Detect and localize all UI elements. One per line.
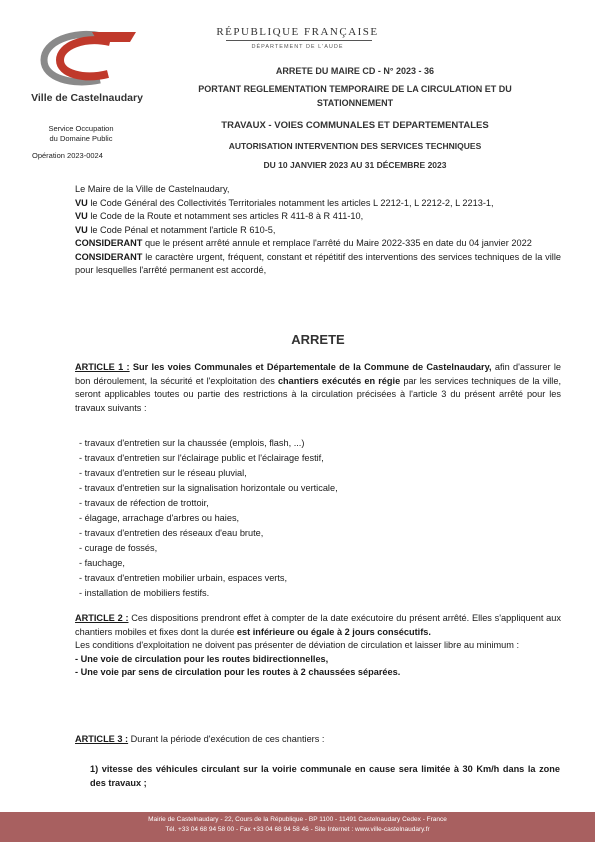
list-item: - travaux d'entretien mobilier urbain, espaces verts,	[79, 573, 288, 583]
subject-line2: STATIONNEMENT	[316, 98, 394, 108]
article-1-text-2: par les services techniques de la ville, seront applicables toutes ou partie des restrictions à la circulation précisées à l'article 3 du présent arrêté pour les travaux suivants :	[75, 375, 561, 413]
vu-text: le Code Pénal et notamment l'article R 610-5,	[87, 224, 276, 235]
arrete-subject	[160, 82, 550, 110]
vu-label: VU	[75, 224, 88, 235]
list-item: - travaux d'entretien sur l'éclairage public et l'éclairage festif,	[79, 453, 324, 463]
article-1-bold: Sur les voies Communales et Départementale de la Commune de Castelnaudary,	[129, 362, 492, 372]
considerant-1	[75, 237, 561, 251]
list-item: - travaux d'entretien sur le réseau pluvial,	[79, 468, 247, 478]
service-line1: Service Occupation	[48, 124, 114, 133]
vu-text: le Code Général des Collectivités Territoriales notamment les articles L 2212-1, L 2212-2, L 2213-1,	[87, 197, 494, 208]
list-item: - fauchage,	[79, 558, 125, 568]
operation-number: Opération 2023-0024	[32, 151, 103, 160]
works-list	[79, 436, 559, 601]
article-2-para	[75, 612, 561, 639]
considerant-text: que le présent arrêté annule et remplace l'arrêté du Maire 2022-335 en date du 04 janvier 2022	[142, 238, 532, 248]
vu-3	[75, 224, 561, 238]
article-2	[75, 612, 561, 680]
article-1-label: ARTICLE 1 :	[75, 362, 130, 372]
article-3	[75, 733, 561, 747]
list-item: - travaux d'entretien sur la signalisation horizontale ou verticale,	[79, 483, 338, 493]
authorization-heading: AUTORISATION INTERVENTION DES SERVICES TECHNIQUES	[228, 141, 482, 151]
considerant-text: le caractère urgent, fréquent, constant et répétitif des interventions des services techniques de la ville pour lesquelles l'arrêté permanent est accordé,	[75, 251, 561, 275]
vu-1	[75, 197, 561, 211]
article-1	[75, 361, 561, 415]
list-item: - installation de mobiliers festifs.	[79, 588, 210, 598]
departement-heading: DÉPARTEMENT DE L'AUDE	[251, 44, 344, 50]
vu-text: le Code de la Route et notamment ses articles R 411-8 à R 411-10,	[87, 211, 364, 221]
considerant-label: CONSIDERANT	[75, 238, 143, 248]
works-heading: TRAVAUX - VOIES COMMUNALES ET DEPARTEMENTALES	[221, 120, 489, 131]
heading-divider	[226, 40, 372, 41]
article-3-text: Durant la période d'exécution de ces chantiers :	[128, 734, 325, 744]
list-item: - élagage, arrachage d'arbres ou haies,	[79, 513, 240, 523]
list-item: - travaux de réfection de trottoir,	[79, 498, 209, 508]
arrete-number: ARRETE DU MAIRE CD - N° 2023 - 36	[275, 66, 435, 76]
footer-address: Mairie de Castelnaudary - 22, Cours de la République - BP 1100 - 11491 Castelnaudary Cedex - France	[148, 816, 447, 823]
city-logo-icon	[32, 28, 142, 90]
article-2-bold: est inférieure ou égale à 2 jours consécutifs.	[236, 626, 431, 637]
article-3-point-1: 1) vitesse des véhicules circulant sur la voirie communale en cause sera limitée à 30 Km/h dans la zone des travaux ;	[90, 764, 560, 788]
considerant-2	[75, 251, 561, 278]
preamble-intro: Le Maire de la Ville de Castelnaudary,	[75, 184, 230, 194]
subject-line1: PORTANT REGLEMENTATION TEMPORAIRE DE LA CIRCULATION ET DU	[198, 84, 512, 94]
article-2-label: ARTICLE 2 :	[75, 613, 129, 623]
service-line2: du Domaine Public	[49, 133, 113, 143]
article-2-conditions: Les conditions d'exploitation ne doivent pas présenter de déviation de circulation et laisser libre au minimum :	[75, 640, 520, 650]
vu-2	[75, 210, 561, 224]
period-heading: DU 10 JANVIER 2023 AU 31 DÉCEMBRE 2023	[263, 160, 447, 170]
article-1-bold-2: chantiers exécutés en régie	[277, 375, 401, 386]
article-2-text: Ces dispositions prendront effet à compter de la date exécutoire du présent arrêté. Elles s'appliquent aux chantiers mobiles et fixes dont la durée	[75, 613, 561, 637]
vu-label: VU	[75, 211, 88, 221]
republique-heading: RÉPUBLIQUE FRANÇAISE	[216, 26, 379, 38]
article-2-bullet-2: - Une voie par sens de circulation pour les routes à 2 chaussées séparées.	[75, 667, 401, 677]
footer-contact: Tél. +33 04 68 94 58 00 - Fax +33 04 68 94 58 46 - Site Internet : www.ville-castelnaudary.fr	[165, 826, 430, 833]
list-item: - travaux d'entretien sur la chaussée (emplois, flash, ...)	[79, 438, 305, 448]
article-3-label: ARTICLE 3 :	[75, 734, 129, 744]
vu-label: VU	[75, 197, 88, 208]
service-info	[20, 124, 142, 143]
list-item: - travaux d'entretien des réseaux d'eau brute,	[79, 528, 264, 538]
considerant-label: CONSIDERANT	[75, 251, 143, 262]
arrete-heading: ARRETE	[291, 332, 345, 347]
article-2-bullet-1: - Une voie de circulation pour les routes bidirectionnelles,	[75, 653, 329, 664]
article-1-text: afin d'assurer le bon déroulement, la sécurité et l'exploitation des	[75, 362, 562, 386]
logo-name: Ville de Castelnaudary	[31, 92, 143, 104]
preamble	[75, 183, 561, 278]
list-item: - curage de fossés,	[79, 543, 158, 553]
